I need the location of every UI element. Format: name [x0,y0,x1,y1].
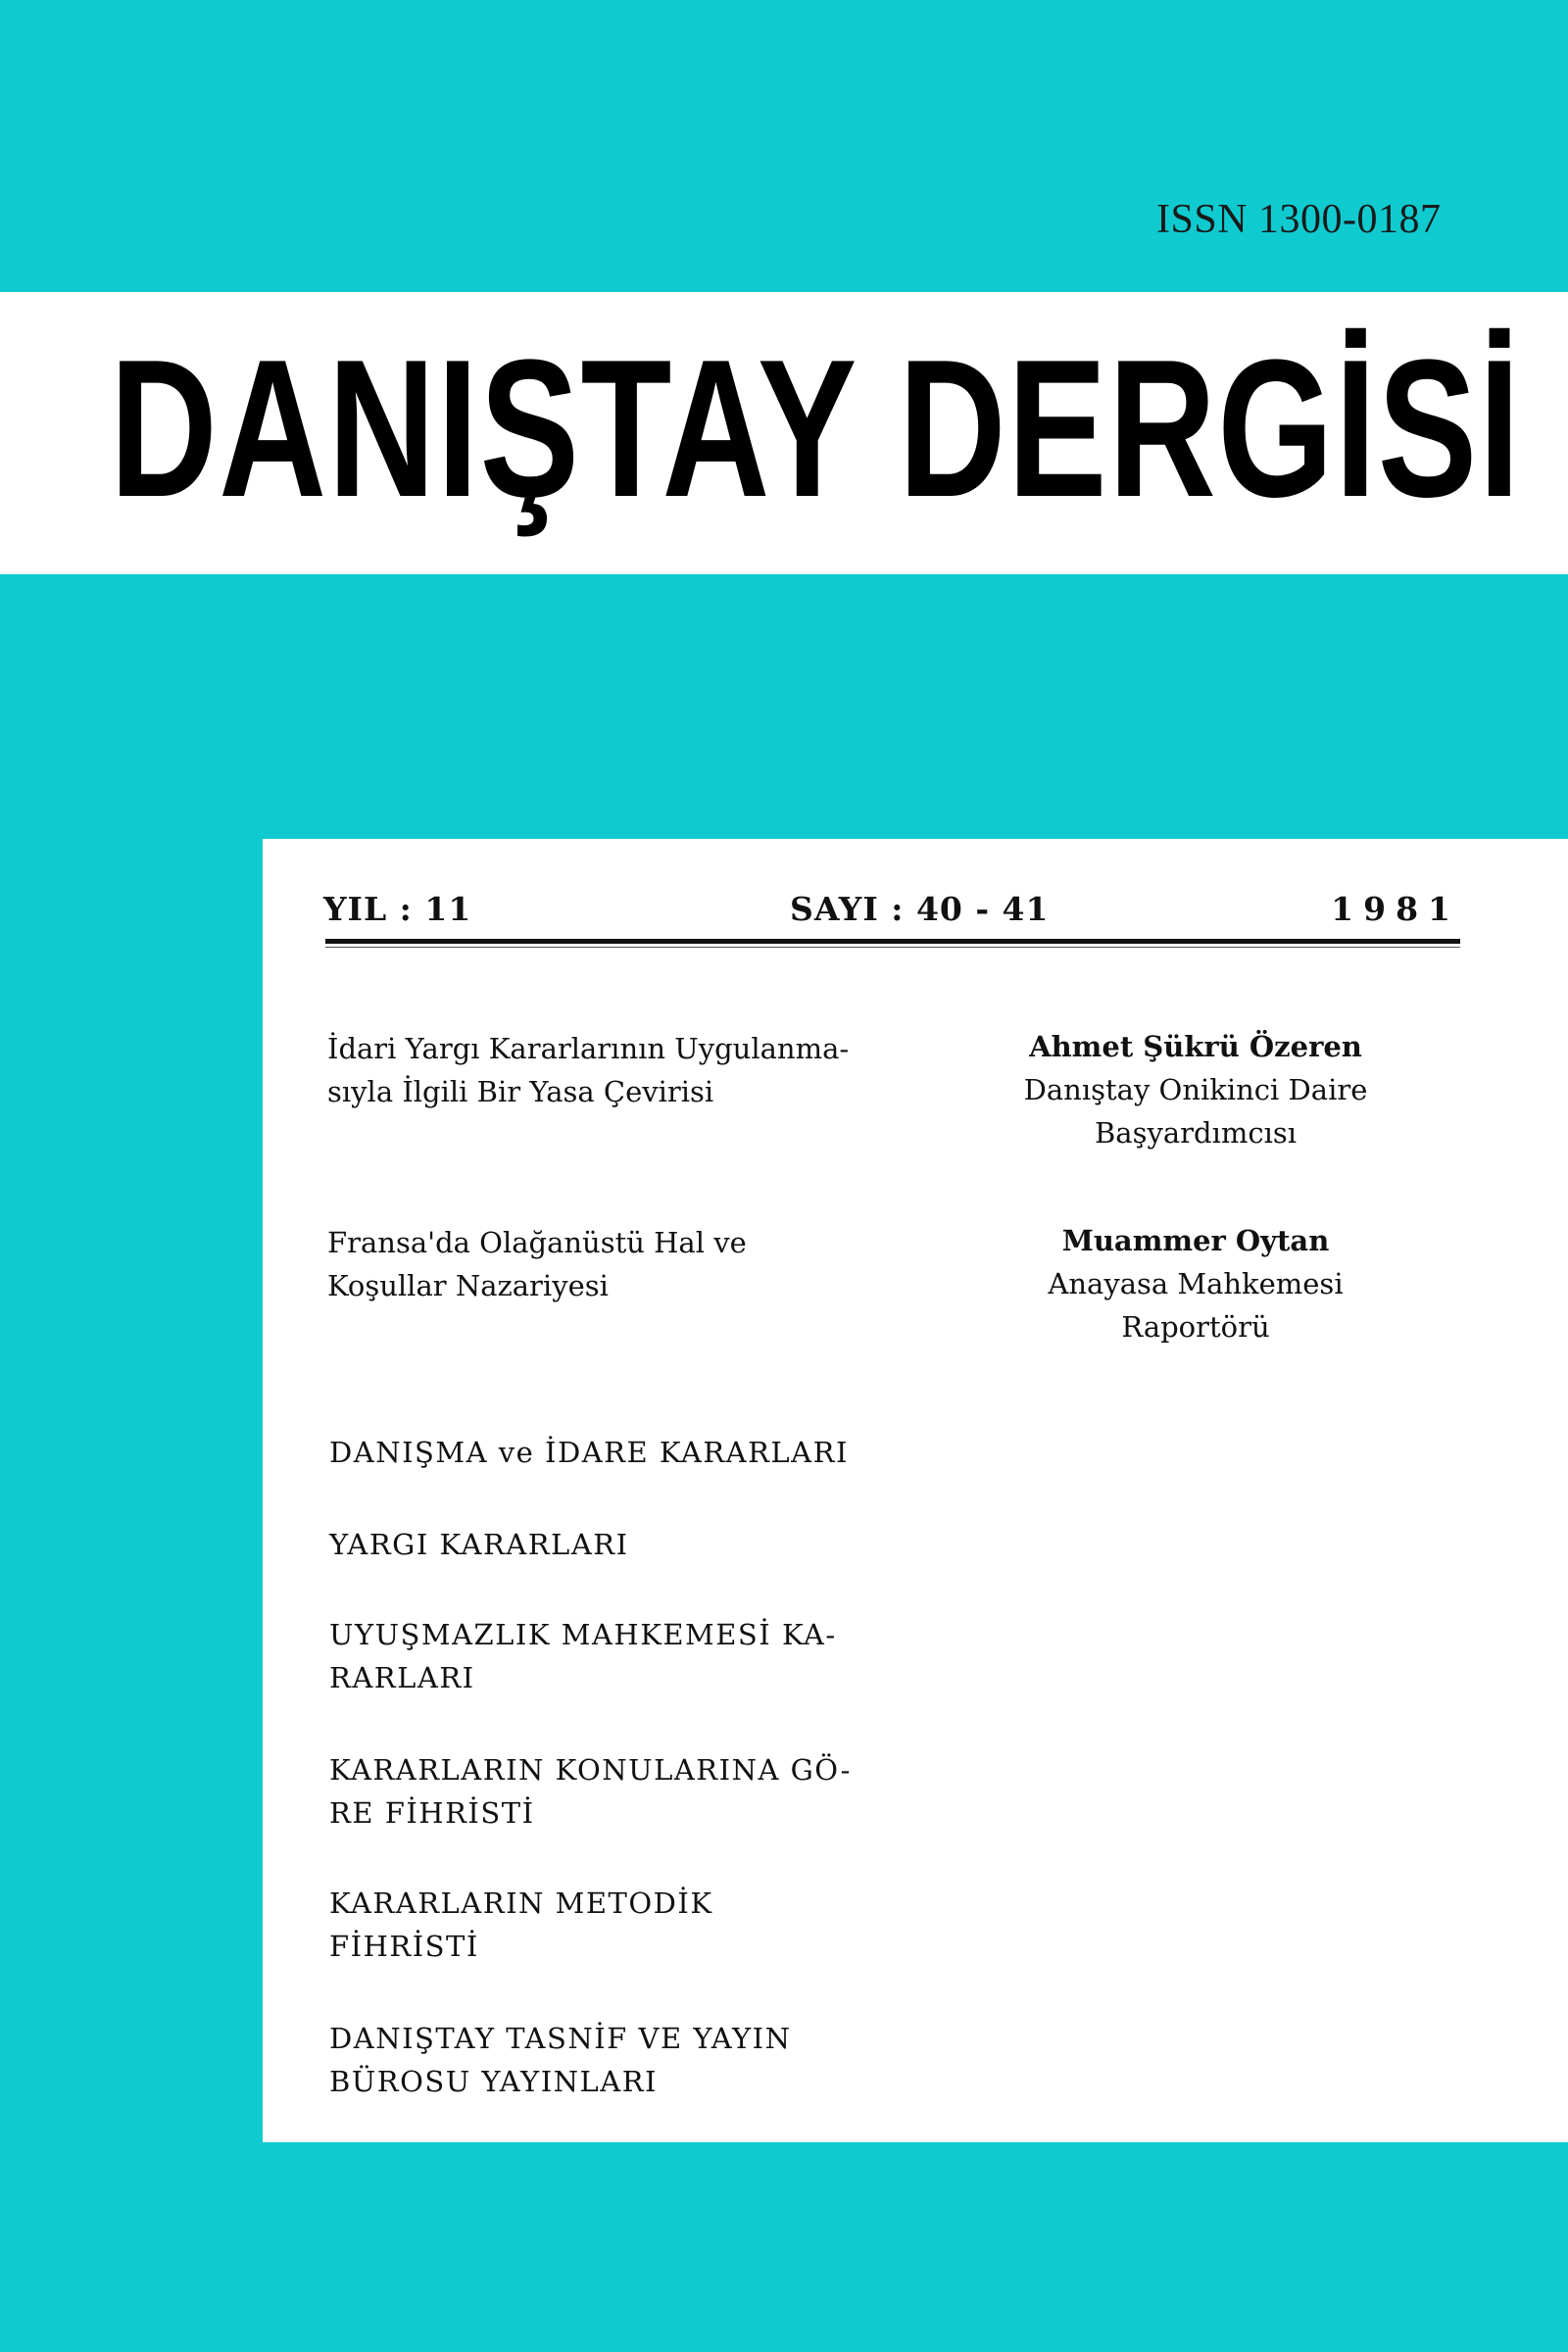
section-item [329,1431,849,1474]
section-line: FİHRİSTİ [329,1930,479,1963]
issue-date: 1981 [1331,890,1460,928]
article-title-line: sıyla İlgili Bir Yasa Çevirisi [327,1075,714,1108]
article-title-line: Koşullar Nazariyesi [327,1269,609,1302]
issn-label: ISSN 1300-0187 [1156,197,1442,242]
author-position-line: Danıştay Onikinci Daire [1023,1073,1368,1106]
section-line: YARGI KARARLARI [329,1528,629,1561]
article-author [980,1219,1411,1348]
author-position-line: Başyardımcısı [1094,1116,1298,1150]
section-item [329,1748,852,1835]
section-line: KARARLARIN KONULARINA GÖ- [329,1753,852,1787]
section-item [329,2017,791,2103]
article-title-line: Fransa'da Olağanüstü Hal ve [327,1226,747,1259]
issue-info-row [323,890,1460,939]
section-line: RE FİHRİSTİ [329,1796,535,1830]
journal-title: DANIŞTAY DERGİSİ [110,319,1522,538]
author-position-line: Anayasa Mahkemesi [1048,1267,1344,1300]
article-title-line: İdari Yargı Kararlarının Uygulanma- [327,1032,850,1065]
issue-year-label: YIL : 11 [323,890,472,928]
header-rule [325,939,1460,944]
author-position-line: Raportörü [1121,1310,1270,1344]
article-author [980,1025,1411,1154]
section-line: RARLARI [329,1661,475,1694]
section-line: UYUŞMAZLIK MAHKEMESİ KA- [329,1618,837,1651]
section-line: DANIŞTAY TASNİF VE YAYIN [329,2022,792,2055]
section-item [329,1882,712,1968]
section-item [329,1613,837,1699]
article-title [327,1221,747,1307]
section-item [329,1523,629,1566]
section-line: BÜROSU YAYINLARI [329,2065,659,2098]
issue-number-label: SAYI : 40 - 41 [790,890,1050,928]
author-name: Ahmet Şükrü Özeren [1029,1030,1362,1063]
header-rule-thin [325,947,1460,948]
article-title [327,1027,849,1113]
section-line: KARARLARIN METODİK [329,1886,713,1920]
author-name: Muammer Oytan [1061,1224,1330,1257]
section-line: DANIŞMA ve İDARE KARARLARI [329,1436,849,1469]
